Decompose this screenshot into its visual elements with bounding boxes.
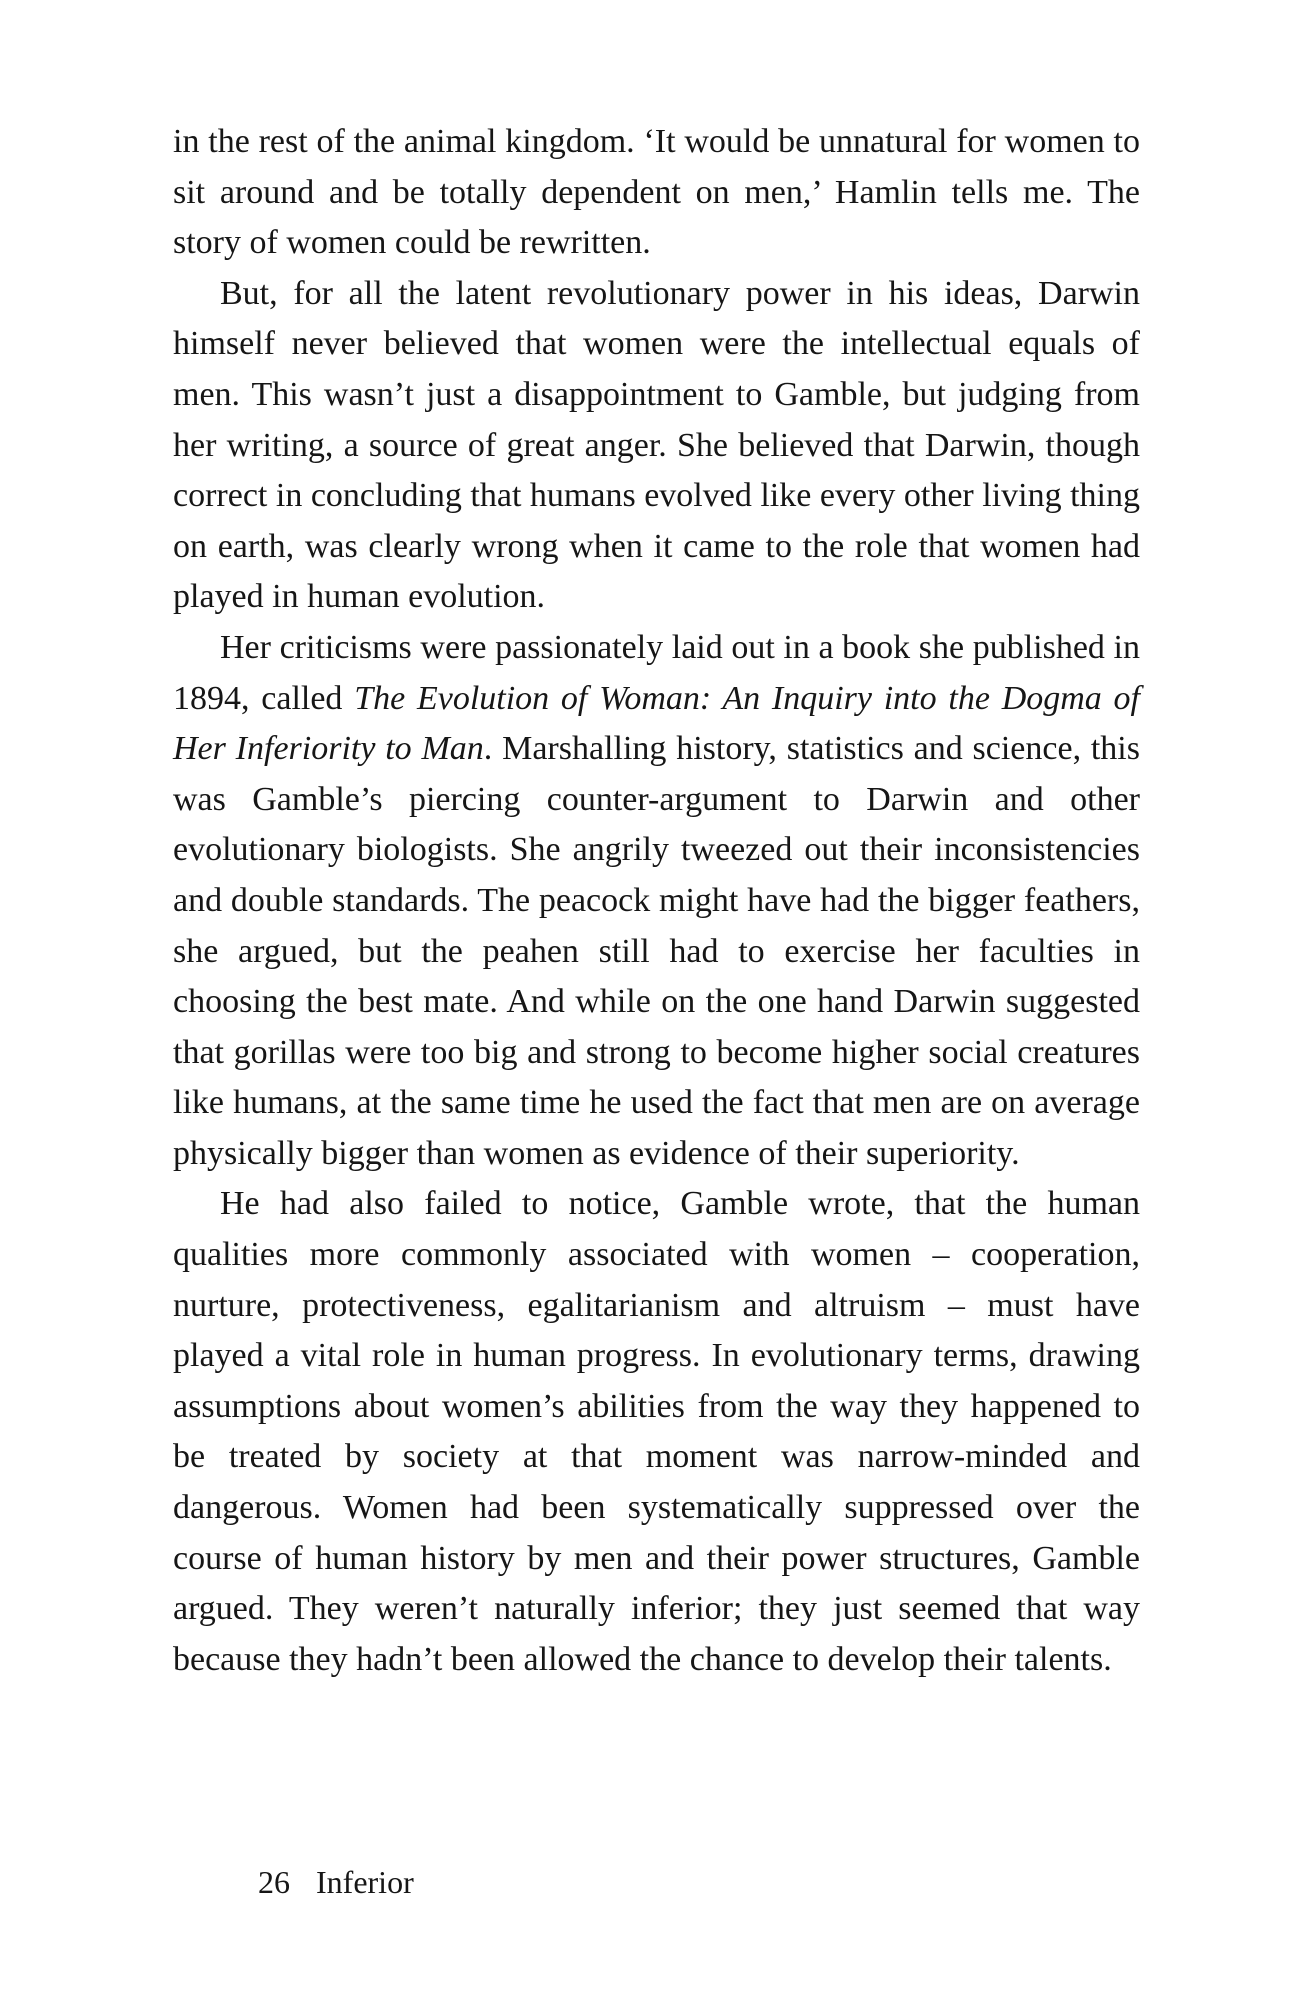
body-text: [173, 117, 1140, 1685]
paragraph-continued: in the rest of the animal kingdom. ‘It would be unnatural for women to sit around and be totally dependent on men,’ Hamlin tells me. The story of women could be rewritten.: [173, 123, 1140, 262]
page-footer: [258, 1862, 414, 1902]
book-title: The Evolution of Woman: An Inquiry into the Dogma of Her Inferiority to Man: [173, 679, 1141, 768]
paragraph-gamble-book: [173, 623, 1140, 1180]
paragraph-human-qualities: He had also failed to notice, Gamble wrote, that the human qualities more commonly associated with women – cooperation, nurture, protectiveness, egalitarianism and altruism – must have played a vital role in human progress. In evolutionary terms, drawing assumptions about women’s abilities from the way they happened to be treated by society at that moment was narrow-minded and dangerous. Women had been systematically suppressed over the course of human history by men and their power structures, Gamble argued. They weren’t naturally inferior; they just seemed that way because they hadn’t been allowed the chance to develop their talents.: [173, 1185, 1140, 1678]
page-number: 26: [258, 1864, 290, 1900]
paragraph-text-before-title: Her criticisms were passionately laid out in a book she published in 1894, called: [173, 628, 1140, 717]
paragraph-text-after-title: . Marshalling history, statistics and science, this was Gamble’s piercing counter-argument to Darwin and other evolutionary biologists. She angrily tweezed out their inconsistencies and double standards. The peacock might have had the bigger feathers, she argued, but the peahen still had to exercise her faculties in choosing the best mate. And while on the one hand Darwin suggested that gorillas were too big and strong to become higher social creatures like humans, at the same time he used the fact that men are on average physically bigger than women as evidence of their superiority.: [173, 730, 1140, 1172]
running-title: Inferior: [316, 1864, 414, 1900]
paragraph-darwin-beliefs: But, for all the latent revolutionary power in his ideas, Darwin himself never believed that women were the intellectual equals of men. This wasn’t just a disappointment to Gamble, but judging from her writing, a source of great anger. She believed that Darwin, though correct in concluding that humans evolved like every other living thing on earth, was clearly wrong when it came to the role that women had played in human evolution.: [173, 274, 1140, 616]
